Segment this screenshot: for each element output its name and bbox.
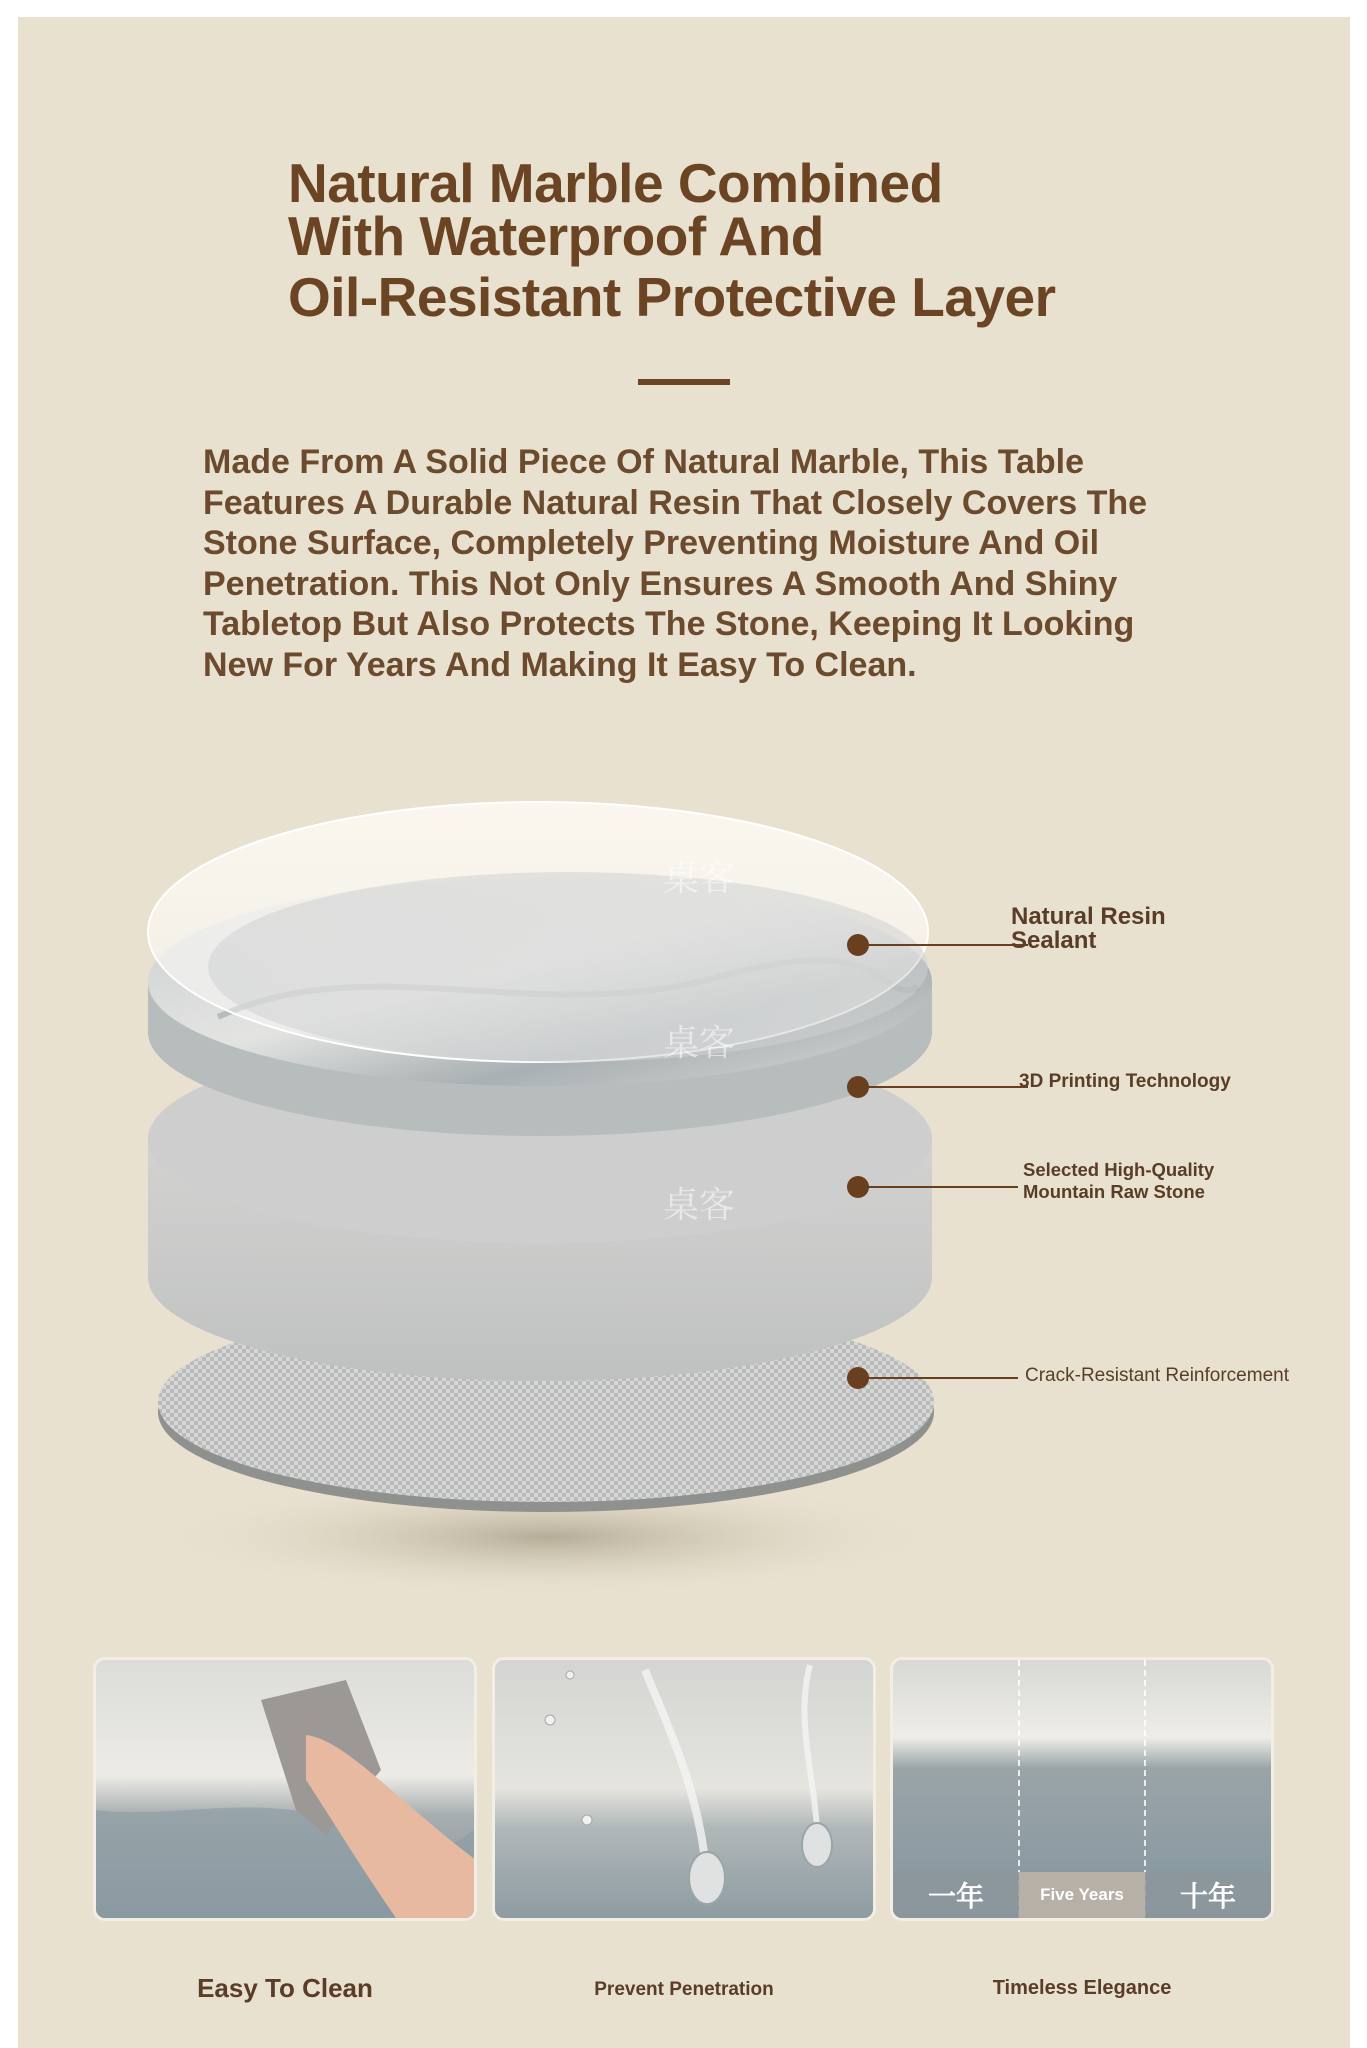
timeline-five-years: Five Years <box>1019 1872 1145 1918</box>
caption-easy-to-clean: Easy To Clean <box>197 1973 373 2003</box>
title-line-1: Natural Marble Combined <box>288 152 943 214</box>
watermark-1: 桌客 <box>663 858 736 899</box>
timeline-ten-years: 十年 <box>1145 1872 1271 1918</box>
label-natural-resin-sealant: Natural Resin Sealant <box>1011 903 1166 954</box>
title-line-2: With Waterproof And <box>288 205 824 267</box>
watermark-3: 桌客 <box>663 1185 736 1226</box>
label-crack-resistant: Crack-Resistant Reinforcement <box>1025 1365 1289 1386</box>
caption-prevent-penetration: Prevent Penetration <box>594 1979 774 2000</box>
label-3d-printing: 3D Printing Technology <box>1019 1071 1231 1092</box>
feature-image-easy-clean <box>93 1657 477 1921</box>
crack-marker-dot <box>847 1367 869 1389</box>
product-description: Made From A Solid Piece Of Natural Marble, This Table Features A Durable Natural Resin That Closely Covers The Stone Surface, Completely Preventing Moisture And Oil Penetration. This Not Only Ensures A Smooth And Shiny Tabletop But Also Protects The Stone, Keeping It Looking New For Years And Making It Easy To Clean. <box>203 443 1148 684</box>
feature-image-prevent-penetration <box>492 1657 876 1921</box>
water-drop-icon <box>689 1852 725 1904</box>
label-raw-stone-line1: Selected High-Quality <box>1023 1159 1215 1180</box>
product-detail-page <box>18 17 1350 2048</box>
resin-marker-dot <box>847 934 869 956</box>
label-raw-stone-line2: Mountain Raw Stone <box>1023 1181 1205 1202</box>
stone-marker-dot <box>847 1176 869 1198</box>
label-raw-stone <box>1023 1159 1283 1203</box>
caption-timeless-elegance: Timeless Elegance <box>992 1977 1172 1999</box>
timeline-one-year: 一年 <box>893 1872 1019 1918</box>
watermark-2: 桌客 <box>663 1023 736 1064</box>
timeline-bar <box>893 1872 1271 1918</box>
feature-image-timeless-elegance <box>890 1657 1274 1921</box>
title-line-3: Oil-Resistant Protective Layer <box>288 266 1056 328</box>
printing-marker-dot <box>847 1076 869 1098</box>
water-drop-icon <box>802 1823 832 1867</box>
